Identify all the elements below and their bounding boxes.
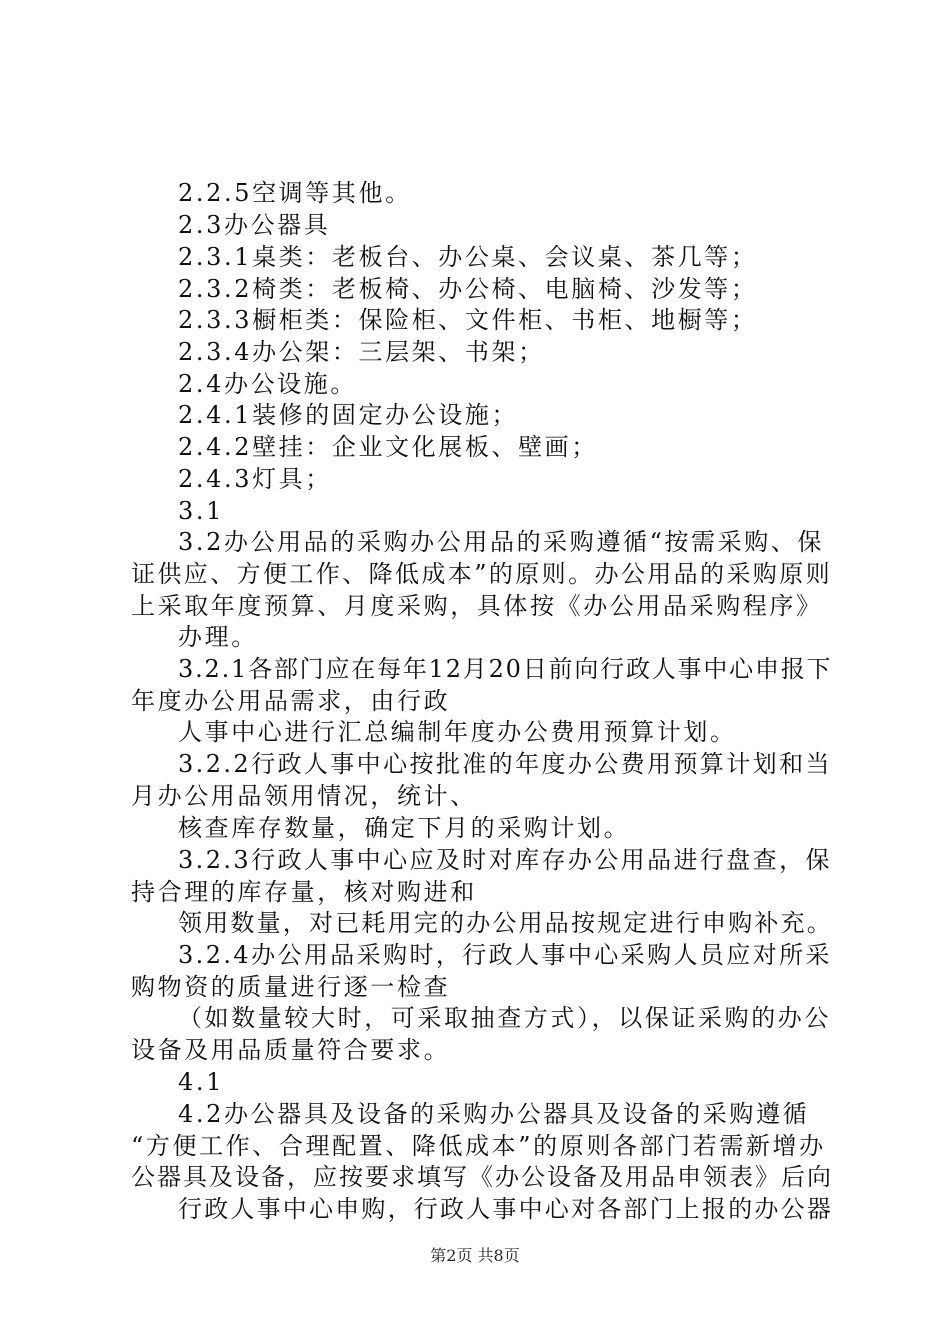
text-line: 2.3.2椅类：老板椅、办公椅、电脑椅、沙发等； [178, 275, 758, 303]
text-line: 2.2.5空调等其他。 [178, 179, 412, 207]
text-line: 2.3办公器具 [178, 211, 331, 239]
text-line: 人事中心进行汇总编制年度办公费用预算计划。 [178, 718, 737, 746]
text-line: 3.2办公用品的采购办公用品的采购遵循“按需采购、保 [178, 528, 825, 556]
text-line: 3.2.3行政人事中心应及时对库存办公用品进行盘查，保 [178, 846, 832, 874]
text-line: 办理。 [178, 623, 258, 651]
text-line: 3.2.4办公用品采购时，行政人事中心采购人员应对所采 [178, 941, 832, 969]
text-line: 2.3.3橱柜类：保险柜、文件柜、书柜、地橱等； [178, 306, 758, 334]
text-line: （如数量较大时，可采取抽查方式），以保证采购的办公 [178, 1004, 831, 1032]
text-line: 3.1 [178, 497, 224, 525]
text-line: 核查库存数量，确定下月的采购计划。 [178, 814, 631, 842]
text-line: 行政人事中心申购，行政人事中心对各部门上报的办公器 [178, 1195, 833, 1223]
text-line: 4.1 [178, 1068, 224, 1096]
text-line: 2.3.4办公架：三层架、书架； [178, 338, 545, 366]
text-line: 年度办公用品需求，由行政 [131, 687, 451, 715]
text-line: 4.2办公器具及设备的采购办公器具及设备的采购遵循 [178, 1100, 810, 1128]
text-line: 公器具及设备，应按要求填写《办公设备及用品申领表》后向 [131, 1163, 833, 1191]
text-line: 购物资的质量进行逐一检查 [131, 973, 451, 1001]
text-line: 上采取年度预算、月度采购，具体按《办公用品采购程序》 [131, 592, 823, 620]
text-line: 3.2.2行政人事中心按批准的年度办公费用预算计划和当 [178, 750, 832, 778]
text-line: 3.2.1各部门应在每年12月20日前向行政人事中心申报下 [178, 655, 833, 683]
text-line: 2.4.1装修的固定办公设施； [178, 401, 519, 429]
text-line: 2.4办公设施。 [178, 370, 357, 398]
text-line: 2.3.1桌类：老板台、办公桌、会议桌、茶几等； [178, 243, 758, 271]
text-line: 2.4.3灯具； [178, 465, 332, 493]
text-line: 持合理的库存量，核对购进和 [131, 878, 477, 906]
text-line: 设备及用品质量符合要求。 [131, 1036, 451, 1064]
text-line: 证供应、方便工作、降低成本”的原则。办公用品的采购原则 [131, 560, 833, 588]
text-line: “方便工作、合理配置、降低成本”的原则各部门若需新增办 [131, 1132, 826, 1160]
text-line: 领用数量，对已耗用完的办公用品按规定进行申购补充。 [178, 909, 833, 937]
text-line: 2.4.2壁挂：企业文化展板、壁画； [178, 433, 598, 461]
page-number-footer: 第2页 共8页 [430, 1246, 520, 1265]
text-line: 月办公用品领用情况，统计、 [131, 782, 477, 810]
